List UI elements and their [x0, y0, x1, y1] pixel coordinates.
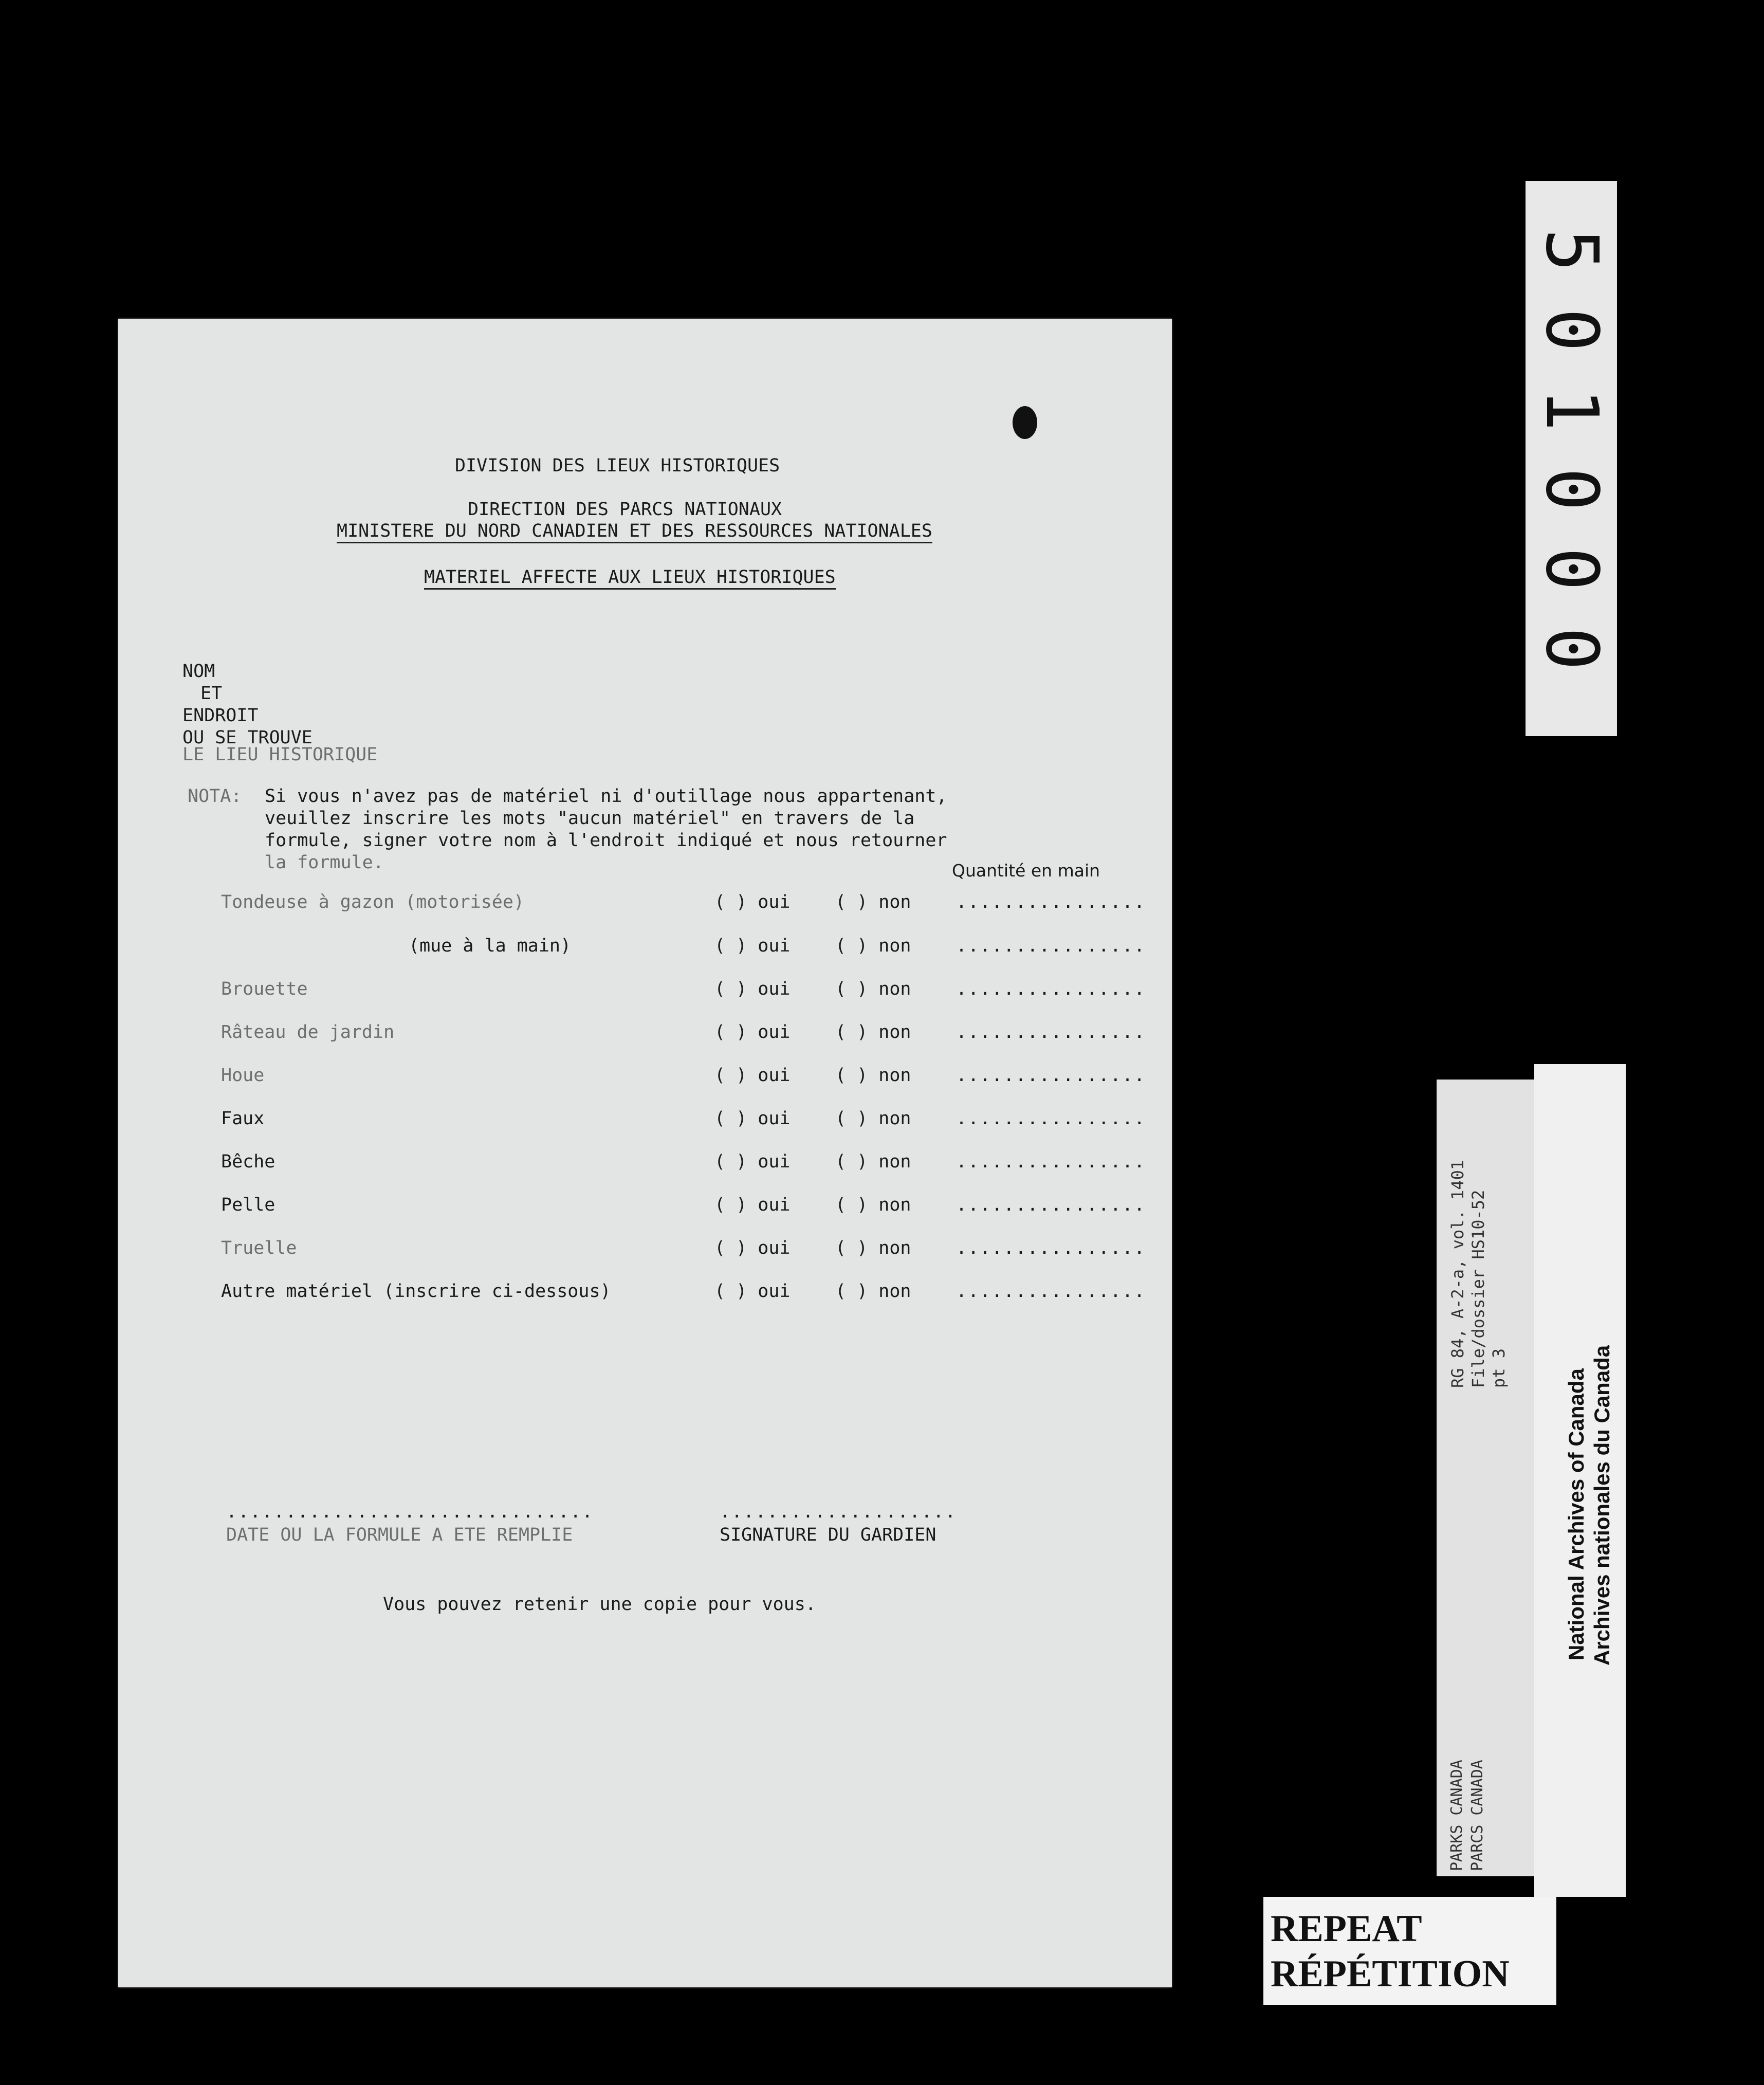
reference-line-2: File/dossier HS10-52 — [1468, 1190, 1488, 1388]
item-label: Pelle — [221, 1195, 275, 1215]
date-field[interactable]: ............................... — [226, 1502, 594, 1522]
non-checkbox[interactable]: ( ) non — [835, 1108, 911, 1129]
nota-line-1: Si vous n'avez pas de matériel ni d'outillage nous appartenant, — [265, 786, 947, 807]
frame-digit: 0 — [1530, 627, 1613, 671]
quantity-field[interactable]: ................ — [956, 1238, 1146, 1258]
quantity-field[interactable]: ................ — [956, 892, 1146, 912]
copy-note: Vous pouvez retenir une copie pour vous. — [383, 1594, 816, 1615]
archive-reference-label — [1437, 1080, 1534, 1876]
item-label: Autre matériel (inscrire ci-dessous) — [221, 1281, 611, 1302]
item-row — [118, 1281, 1172, 1312]
reference-line-3: pt 3 — [1489, 1348, 1509, 1388]
item-label: Tondeuse à gazon (motorisée) — [221, 892, 525, 912]
repeat-line-2: RÉPÉTITION — [1271, 1953, 1510, 1995]
item-label: Bêche — [221, 1151, 275, 1172]
et-label: ET — [200, 683, 223, 704]
non-checkbox[interactable]: ( ) non — [835, 979, 911, 999]
nom-label: NOM — [182, 661, 215, 682]
nota-line-3: formule, signer votre nom à l'endroit indiqué et nous retourner — [265, 830, 947, 851]
oui-checkbox[interactable]: ( ) oui — [714, 936, 791, 956]
oui-checkbox[interactable]: ( ) oui — [714, 1281, 791, 1302]
nota-line-4: la formule. — [265, 852, 384, 873]
item-label: Râteau de jardin — [221, 1022, 395, 1042]
item-row — [118, 892, 1172, 923]
quantity-field[interactable]: ................ — [956, 1281, 1146, 1302]
quantity-field[interactable]: ................ — [956, 979, 1146, 999]
item-row — [118, 936, 1172, 966]
quantity-field[interactable]: ................ — [956, 1108, 1146, 1129]
non-checkbox[interactable]: ( ) non — [835, 1151, 911, 1172]
oui-checkbox[interactable]: ( ) oui — [714, 1065, 791, 1086]
item-row — [118, 979, 1172, 1010]
direction-heading: DIRECTION DES PARCS NATIONAUX — [468, 499, 782, 520]
quantity-field[interactable]: ................ — [956, 1151, 1146, 1172]
oui-checkbox[interactable]: ( ) oui — [714, 892, 791, 912]
quantite-header: Quantité en main — [952, 861, 1100, 881]
item-label: (mue à la main) — [409, 936, 572, 956]
item-row — [118, 1022, 1172, 1053]
item-label: Brouette — [221, 979, 308, 999]
form-sheet — [118, 319, 1172, 1987]
frame-digit: 0 — [1530, 467, 1613, 511]
non-checkbox[interactable]: ( ) non — [835, 1238, 911, 1258]
item-row — [118, 1151, 1172, 1182]
parks-canada-en: PARKS CANADA — [1448, 1760, 1466, 1871]
quantity-field[interactable]: ................ — [956, 1065, 1146, 1086]
item-label: Faux — [221, 1108, 265, 1129]
ink-blot — [1013, 406, 1037, 439]
frame-number-strip — [1526, 181, 1617, 736]
repeat-line-1: REPEAT — [1271, 1908, 1422, 1950]
division-heading: DIVISION DES LIEUX HISTORIQUES — [455, 455, 780, 476]
frame-digit: 1 — [1530, 388, 1613, 432]
repeat-stamp — [1263, 1897, 1556, 2005]
oui-checkbox[interactable]: ( ) oui — [714, 1108, 791, 1129]
quantity-field[interactable]: ................ — [956, 1022, 1146, 1042]
frame-digit: 0 — [1530, 308, 1613, 352]
nac-french: Archives nationales du Canada — [1590, 1345, 1614, 1666]
oui-checkbox[interactable]: ( ) oui — [714, 1238, 791, 1258]
form-title: MATERIEL AFFECTE AUX LIEUX HISTORIQUES — [424, 566, 836, 590]
item-label: Houe — [221, 1065, 265, 1086]
oui-checkbox[interactable]: ( ) oui — [714, 1151, 791, 1172]
nac-english: National Archives of Canada — [1564, 1368, 1588, 1660]
endroit-label: ENDROIT — [182, 705, 259, 726]
item-row — [118, 1238, 1172, 1269]
non-checkbox[interactable]: ( ) non — [835, 1195, 911, 1215]
frame-digit: 0 — [1530, 547, 1613, 591]
item-row — [118, 1108, 1172, 1139]
nota-line-2: veuillez inscrire les mots "aucun matériel" en travers de la — [265, 808, 915, 829]
non-checkbox[interactable]: ( ) non — [835, 1022, 911, 1042]
date-label: DATE OU LA FORMULE A ETE REMPLIE — [226, 1525, 573, 1545]
non-checkbox[interactable]: ( ) non — [835, 1065, 911, 1086]
national-archives-label — [1534, 1064, 1626, 1897]
item-row — [118, 1195, 1172, 1226]
oui-checkbox[interactable]: ( ) oui — [714, 1195, 791, 1215]
parks-canada-fr: PARCS CANADA — [1468, 1760, 1486, 1871]
frame-digit: 5 — [1530, 228, 1613, 272]
item-label: Truelle — [221, 1238, 297, 1258]
lieu-historique-label: LE LIEU HISTORIQUE — [182, 744, 378, 765]
quantity-field[interactable]: ................ — [956, 1195, 1146, 1215]
signature-label: SIGNATURE DU GARDIEN — [720, 1525, 936, 1545]
quantity-field[interactable]: ................ — [956, 936, 1146, 956]
non-checkbox[interactable]: ( ) non — [835, 936, 911, 956]
signature-field[interactable]: .................... — [720, 1502, 957, 1522]
ministere-heading: MINISTERE DU NORD CANADIEN ET DES RESSOURCES NATIONALES — [337, 520, 932, 543]
item-row — [118, 1065, 1172, 1096]
non-checkbox[interactable]: ( ) non — [835, 1281, 911, 1302]
non-checkbox[interactable]: ( ) non — [835, 892, 911, 912]
oui-checkbox[interactable]: ( ) oui — [714, 979, 791, 999]
nota-label: NOTA: — [188, 786, 242, 807]
oui-checkbox[interactable]: ( ) oui — [714, 1022, 791, 1042]
ou-se-trouve-label: OU SE TROUVE — [182, 727, 313, 748]
reference-line-1: RG 84, A-2-a, vol. 1401 — [1448, 1160, 1467, 1388]
